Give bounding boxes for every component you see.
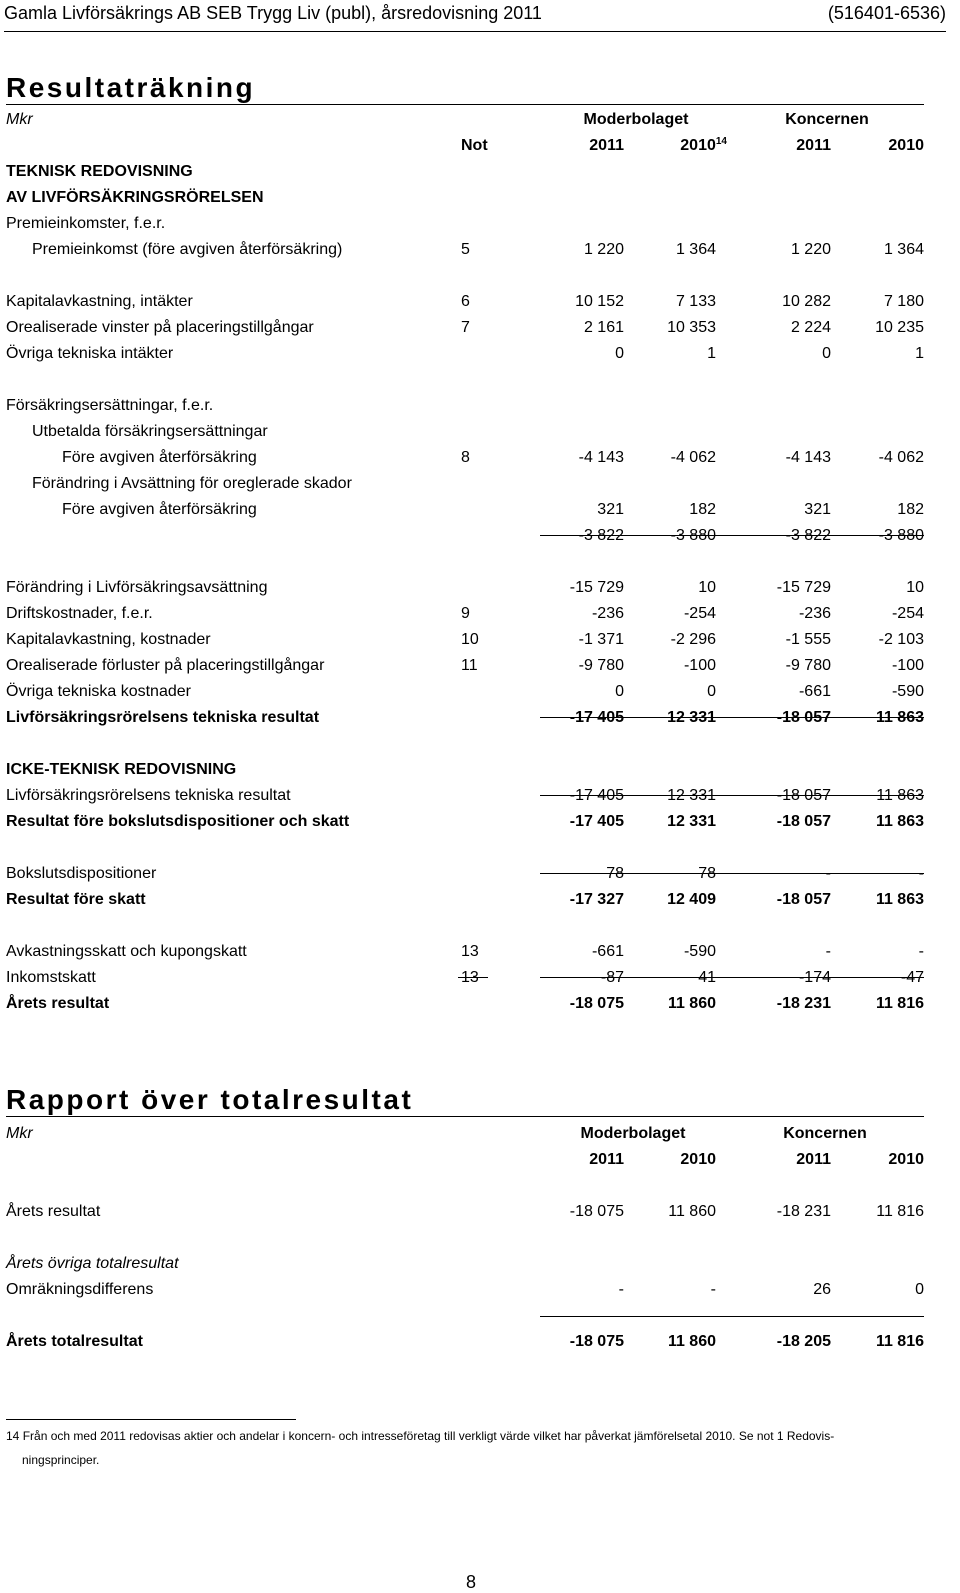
col2-consolidated-2011: 2011 [796, 1151, 831, 1168]
value-cell: 1 364 [675, 241, 716, 258]
income-statement-row [6, 601, 924, 627]
value-cell: -661 [798, 683, 831, 700]
running-header [4, 3, 946, 25]
value-cell: 11 863 [876, 787, 924, 804]
row-label: Förändring i Livförsäkringsavsättning [6, 579, 268, 596]
value-cell: -3 822 [578, 527, 624, 544]
income-statement-row [6, 341, 924, 367]
value-cell: -17 327 [569, 891, 624, 908]
value-cell: -18 205 [776, 1333, 831, 1350]
row-label: Bokslutsdispositioner [6, 865, 157, 882]
value-cell: 41 [698, 969, 716, 986]
row-label: Livförsäkringsrörelsens tekniska resultat [6, 709, 320, 726]
income-statement-row [6, 705, 924, 731]
income-statement-row [6, 757, 924, 783]
col2-parent-2010: 2010 [680, 1151, 716, 1168]
value-cell: 26 [813, 1281, 831, 1298]
row-label: AV LIVFÖRSÄKRINGSRÖRELSEN [6, 189, 264, 206]
value-cell: 182 [689, 501, 716, 518]
value-cell: 12 331 [667, 813, 716, 830]
title-rule-2 [6, 1116, 924, 1117]
value-cell: -174 [798, 969, 831, 986]
row-label: Utbetalda försäkringsersättningar [32, 423, 268, 440]
sum-rule [540, 535, 924, 536]
value-cell: 10 152 [575, 293, 624, 310]
income-statement-row [6, 185, 924, 211]
row-label: Årets övriga totalresultat [6, 1255, 179, 1272]
row-label: Kapitalavkastning, intäkter [6, 293, 193, 310]
value-cell: 11 863 [875, 709, 924, 726]
comprehensive-income-title: Rapport över totalresultat [6, 1084, 414, 1115]
column-header-row [6, 133, 924, 159]
value-cell: 0 [915, 1281, 924, 1298]
row-label: Årets totalresultat [6, 1333, 143, 1350]
value-cell: -15 729 [569, 579, 624, 596]
sum-rule [540, 873, 924, 874]
group-parent-header-2: Moderbolaget [580, 1125, 686, 1142]
income-statement-row [6, 653, 924, 679]
footnote-ref: 14 [715, 136, 727, 147]
page-number: 8 [466, 1572, 477, 1592]
value-cell: 11 860 [667, 995, 716, 1012]
col2-consolidated-2010: 2010 [888, 1151, 924, 1168]
value-cell: -18 231 [776, 1203, 831, 1220]
row-label: Orealiserade förluster på placeringstillgångar [6, 657, 325, 674]
unit-row-2 [6, 1121, 924, 1147]
value-cell: -2 296 [670, 631, 716, 648]
value-cell: 7 180 [883, 293, 924, 310]
group-parent-header: Moderbolaget [583, 111, 689, 128]
value-cell: 78 [606, 865, 624, 882]
value-cell: -4 062 [670, 449, 716, 466]
value-cell: - [618, 1281, 624, 1298]
value-cell: -661 [591, 943, 624, 960]
value-cell: 1 [707, 345, 716, 362]
note-ref: 11 [461, 657, 478, 674]
row-label: Orealiserade vinster på placeringstillgångar [6, 319, 314, 336]
comprehensive-income-row [6, 1251, 924, 1277]
value-cell: -254 [891, 605, 924, 622]
income-statement-row [6, 315, 924, 341]
footnote-rule [6, 1419, 296, 1420]
footnote-text-1: Från och med 2011 redovisas aktier och andelar i koncern- och intresseföretag till verkligt värde vilket har påverkat jämförelsetal 2010. Se not 1 Redovis- [22, 1429, 835, 1443]
col-consolidated-2011: 2011 [796, 137, 831, 154]
row-label: Avkastningsskatt och kupongskatt [6, 943, 247, 960]
value-cell: 0 [707, 683, 716, 700]
comprehensive-income-row [6, 1199, 924, 1225]
value-cell: 10 235 [875, 319, 924, 336]
value-cell: 0 [615, 683, 624, 700]
income-statement-row [6, 159, 924, 185]
income-statement-row [6, 575, 924, 601]
income-statement-row [6, 289, 924, 315]
note-ref: 5 [461, 241, 470, 258]
value-cell: -18 057 [776, 787, 831, 804]
value-cell: 2 161 [583, 319, 624, 336]
note-ref: 10 [461, 631, 479, 648]
sum-rule [540, 1316, 924, 1317]
income-statement-row [6, 419, 924, 445]
value-cell: 11 860 [668, 1203, 716, 1220]
value-cell: 11 863 [875, 813, 924, 830]
value-cell: -17 405 [569, 709, 624, 726]
value-cell: 7 133 [675, 293, 716, 310]
value-cell: -18 057 [776, 709, 831, 726]
row-label: Driftskostnader, f.e.r. [6, 605, 153, 622]
value-cell: -18 075 [569, 1333, 624, 1350]
value-cell: -254 [683, 605, 716, 622]
value-cell: -590 [683, 943, 716, 960]
value-cell: 11 816 [875, 1333, 924, 1350]
value-cell: -1 555 [785, 631, 831, 648]
value-cell: -18 075 [569, 1203, 624, 1220]
footnote-line-2: ningsprinciper. [22, 1453, 100, 1467]
income-statement-row [6, 497, 924, 523]
value-cell: 10 [698, 579, 716, 596]
row-label: Årets resultat [6, 995, 110, 1012]
value-cell: -3 822 [785, 527, 831, 544]
income-statement-row [6, 471, 924, 497]
income-statement-row [6, 809, 924, 835]
row-label: Försäkringsersättningar, f.e.r. [6, 397, 214, 414]
value-cell: 11 860 [667, 1333, 716, 1350]
col-parent-2010 [680, 133, 727, 159]
income-statement-row [6, 991, 924, 1017]
value-cell: 2 224 [790, 319, 831, 336]
row-label: Före avgiven återförsäkring [62, 449, 257, 466]
row-label: Kapitalavkastning, kostnader [6, 631, 211, 648]
unit-row [6, 107, 924, 133]
value-cell: - [710, 1281, 716, 1298]
value-cell: 11 816 [875, 995, 924, 1012]
value-cell: -18 057 [776, 891, 831, 908]
value-cell: - [918, 865, 924, 882]
unit-label-2: Mkr [6, 1125, 33, 1142]
value-cell: 78 [698, 865, 716, 882]
value-cell: -9 780 [785, 657, 831, 674]
value-cell: 10 353 [667, 319, 716, 336]
group-consolidated-header: Koncernen [785, 111, 869, 128]
footnote-line-1 [6, 1424, 931, 1448]
value-cell: 1 220 [790, 241, 831, 258]
note-ref: 8 [461, 449, 470, 466]
income-statement-row [6, 965, 924, 991]
value-cell: - [918, 943, 924, 960]
col-consolidated-2010: 2010 [888, 137, 924, 154]
income-statement-row [6, 627, 924, 653]
note-ref: 6 [461, 293, 470, 310]
row-label: Resultat före bokslutsdispositioner och skatt [6, 813, 350, 830]
unit-label: Mkr [6, 111, 33, 128]
value-cell: -3 880 [878, 527, 924, 544]
value-cell: -236 [798, 605, 831, 622]
value-cell: -100 [683, 657, 716, 674]
value-cell: 321 [804, 501, 831, 518]
sum-rule [540, 795, 924, 796]
value-cell: -1 371 [578, 631, 624, 648]
value-cell: 12 331 [667, 787, 716, 804]
value-cell: 0 [615, 345, 624, 362]
value-cell: 0 [822, 345, 831, 362]
value-cell: - [825, 865, 831, 882]
value-cell: 11 816 [876, 1203, 924, 1220]
row-label: Förändring i Avsättning för oreglerade skador [32, 475, 352, 492]
comprehensive-income-row [6, 1329, 924, 1355]
title-rule [6, 104, 924, 105]
value-cell: 11 863 [875, 891, 924, 908]
value-cell: 12 331 [667, 709, 716, 726]
row-label: ICKE-TEKNISK REDOVISNING [6, 761, 237, 778]
row-label: Premieinkomster, f.e.r. [6, 215, 166, 232]
value-cell: -17 405 [569, 787, 624, 804]
income-statement-row [6, 523, 924, 549]
note-ref: 7 [461, 319, 470, 336]
note-column-header: Not [461, 137, 488, 154]
row-label: Övriga tekniska kostnader [6, 683, 191, 700]
value-cell: 1 [915, 345, 924, 362]
value-cell: 1 220 [583, 241, 624, 258]
column-header-row-2 [6, 1147, 924, 1173]
header-rule [4, 31, 946, 32]
value-cell: 10 [906, 579, 924, 596]
org-number: (516401-6536) [827, 3, 946, 23]
row-label: Övriga tekniska intäkter [6, 345, 174, 362]
row-label: Resultat före skatt [6, 891, 146, 908]
value-cell: -590 [891, 683, 924, 700]
income-statement-row [6, 887, 924, 913]
row-label: Årets resultat [6, 1203, 101, 1220]
income-statement-title: Resultaträkning [6, 72, 256, 103]
group-consolidated-header-2: Koncernen [783, 1125, 867, 1142]
row-label: Omräkningsdifferens [6, 1281, 154, 1298]
income-statement-row [6, 211, 924, 237]
col2-parent-2011: 2011 [589, 1151, 624, 1168]
sum-rule [458, 977, 488, 978]
value-cell: 182 [897, 501, 924, 518]
value-cell: - [825, 943, 831, 960]
col-parent-2011: 2011 [589, 137, 624, 154]
value-cell: -87 [600, 969, 624, 986]
value-cell: -2 103 [878, 631, 924, 648]
note-ref: 9 [461, 605, 470, 622]
income-statement-row [6, 679, 924, 705]
income-statement-row [6, 861, 924, 887]
value-cell: -3 880 [670, 527, 716, 544]
value-cell: -18 057 [776, 813, 831, 830]
value-cell: -9 780 [578, 657, 624, 674]
value-cell: -18 231 [776, 995, 831, 1012]
footnote-number: 14 [6, 1429, 20, 1443]
note-ref: 13 [461, 969, 479, 986]
sum-rule [540, 977, 924, 978]
income-statement-row [6, 445, 924, 471]
value-cell: -4 143 [578, 449, 624, 466]
value-cell: 10 282 [782, 293, 831, 310]
value-cell: -15 729 [776, 579, 831, 596]
row-label: Premieinkomst (före avgiven återförsäkring) [32, 241, 343, 258]
value-cell: 12 409 [667, 891, 716, 908]
note-ref: 13 [461, 943, 479, 960]
income-statement-row [6, 939, 924, 965]
value-cell: -18 075 [569, 995, 624, 1012]
value-cell: -4 143 [785, 449, 831, 466]
footnote [6, 1424, 931, 1472]
value-cell: 321 [597, 501, 624, 518]
row-label: Inkomstskatt [6, 969, 96, 986]
row-label: TEKNISK REDOVISNING [6, 163, 193, 180]
income-statement-row [6, 393, 924, 419]
row-label: Före avgiven återförsäkring [62, 501, 257, 518]
value-cell: -47 [900, 969, 924, 986]
value-cell: -17 405 [569, 813, 624, 830]
value-cell: -236 [591, 605, 624, 622]
income-statement-row [6, 783, 924, 809]
row-label: Livförsäkringsrörelsens tekniska resultat [6, 787, 291, 804]
col-parent-2010-label: 2010 [680, 137, 716, 154]
value-cell: -4 062 [878, 449, 924, 466]
value-cell: 1 364 [883, 241, 924, 258]
comprehensive-income-row [6, 1277, 924, 1303]
company-name: Gamla Livförsäkrings AB SEB Trygg Liv (publ), årsredovisning 2011 [4, 3, 542, 23]
value-cell: -100 [891, 657, 924, 674]
sum-rule [540, 717, 924, 718]
income-statement-row [6, 237, 924, 263]
